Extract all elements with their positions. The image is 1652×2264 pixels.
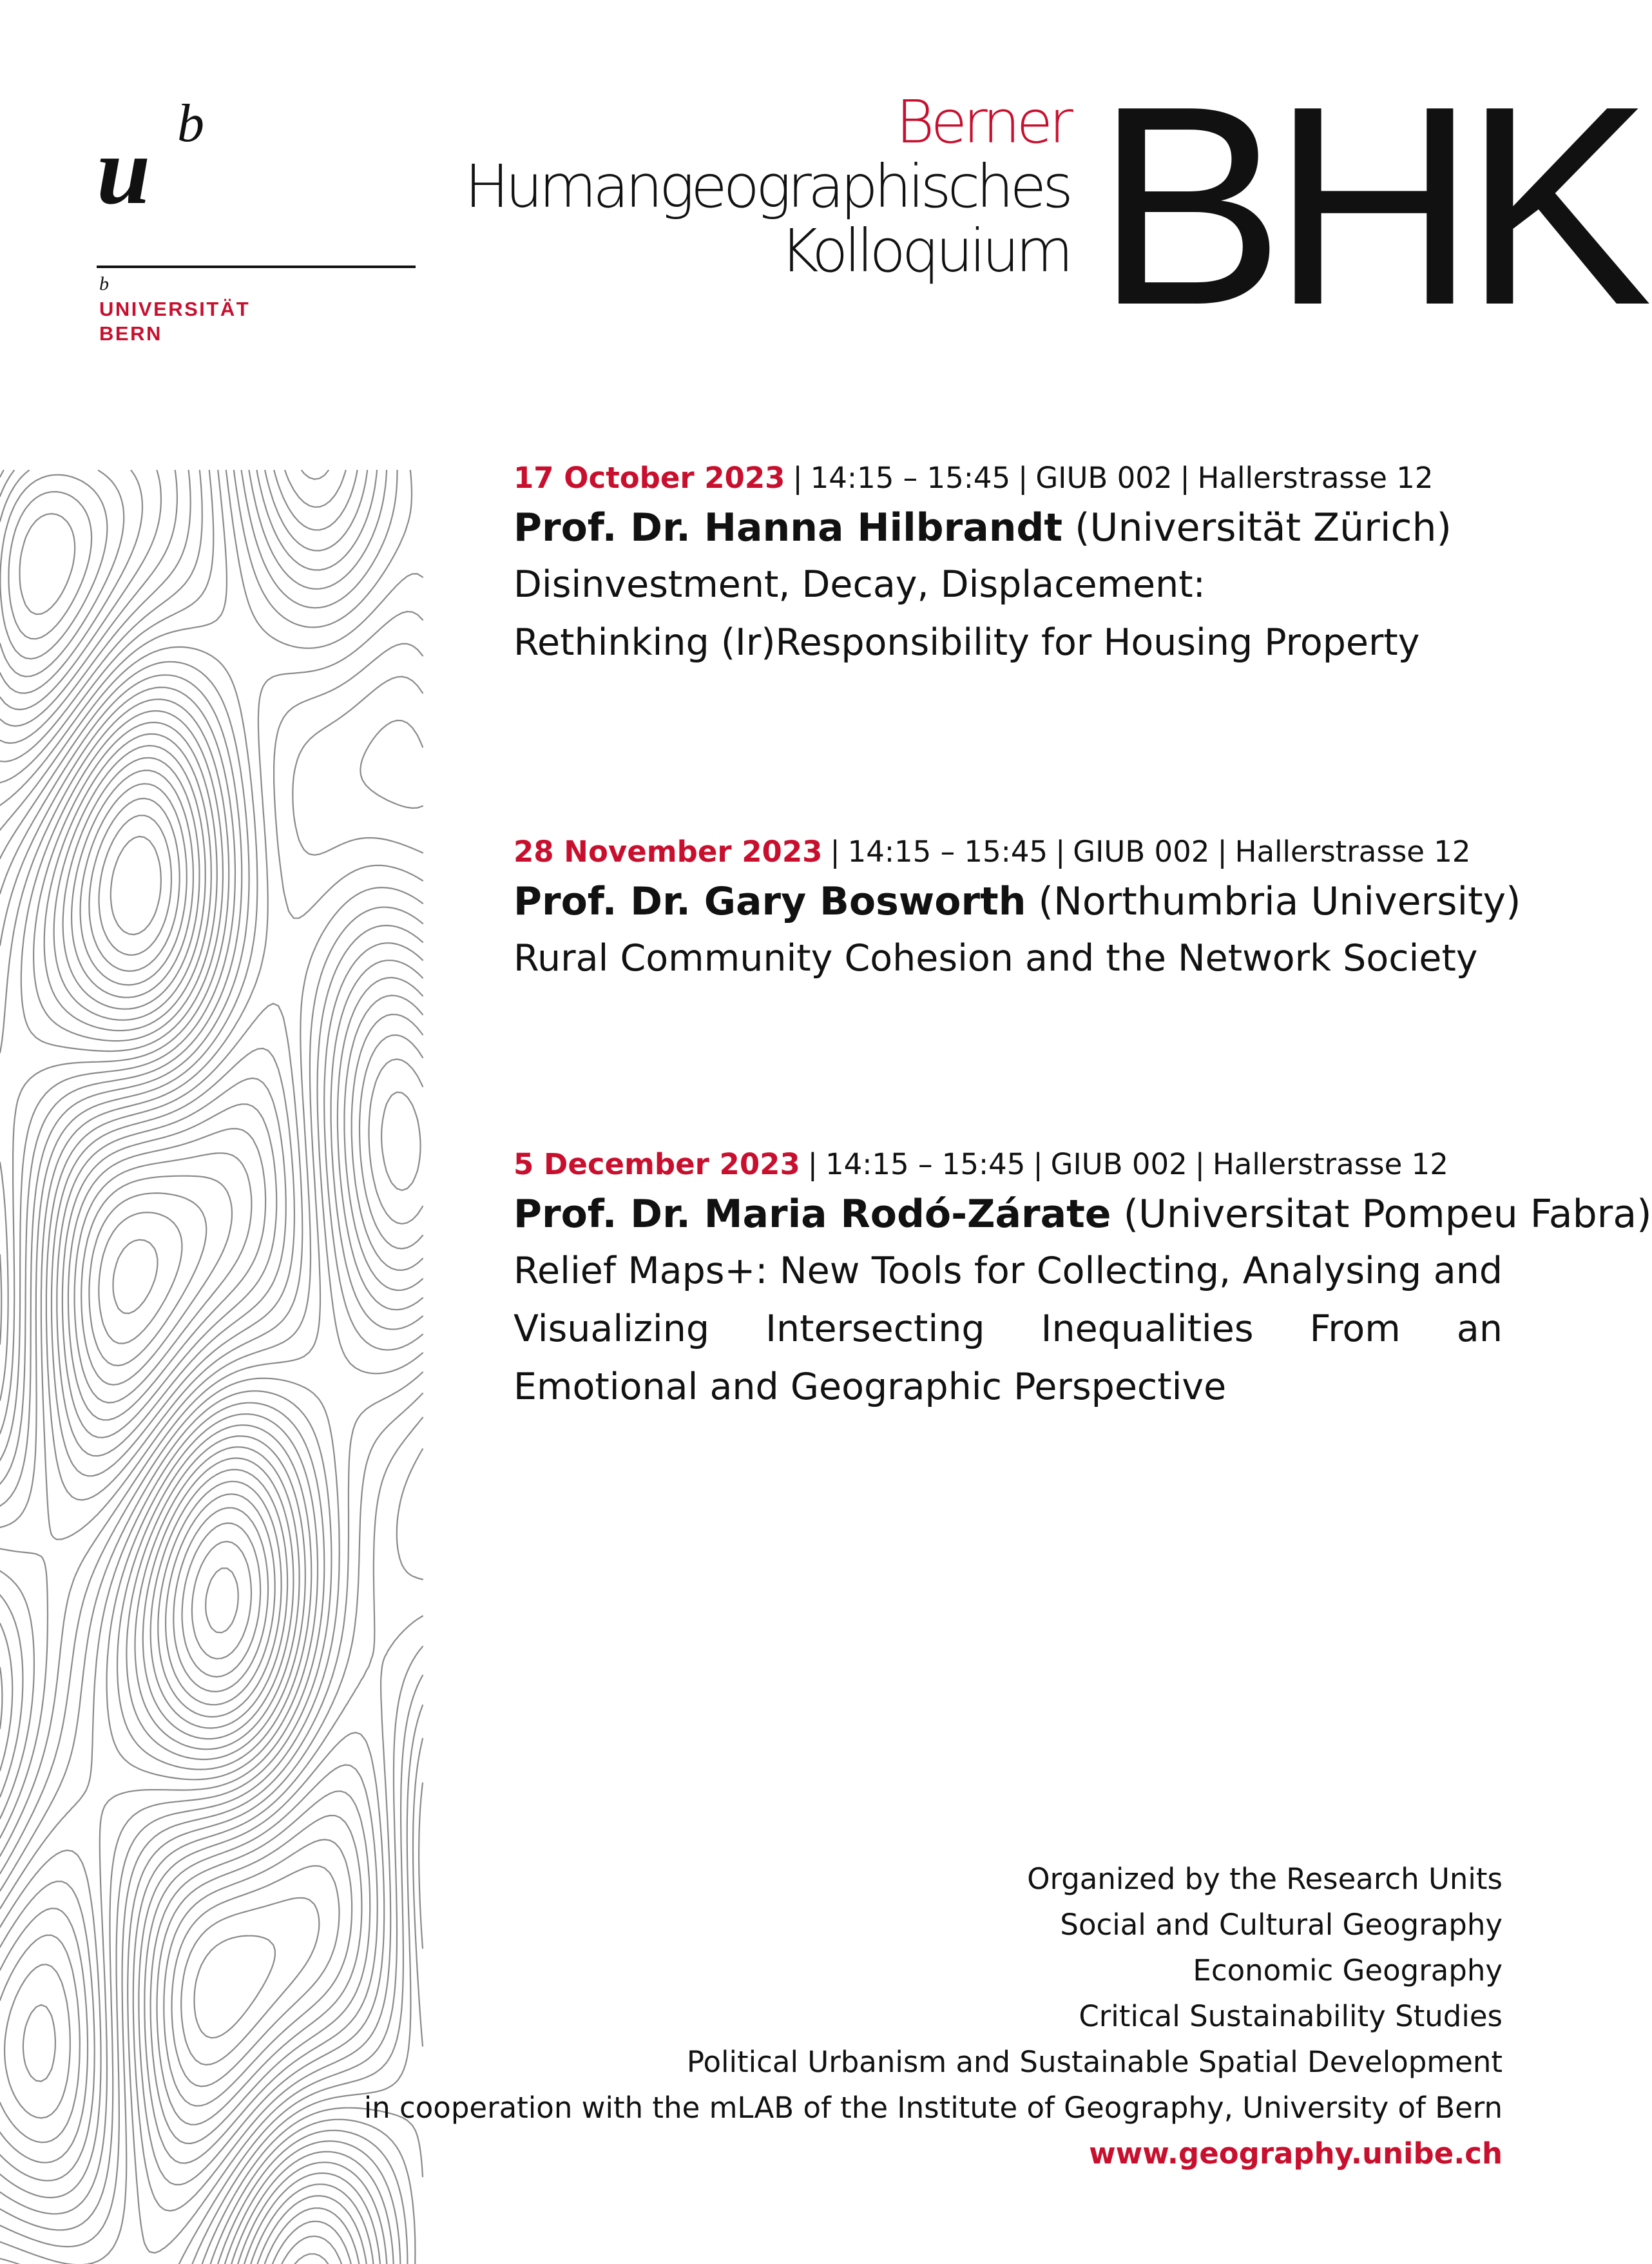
speaker-affiliation: (Universität Zürich) [1075, 505, 1452, 550]
logo-university-text: UNIVERSITÄT [99, 298, 251, 320]
separator: | [830, 835, 840, 869]
event-address: Hallerstrasse 12 [1197, 461, 1434, 495]
event-speaker [514, 1186, 1652, 1242]
organizers-footer [364, 1856, 1503, 2176]
speaker-affiliation: (Northumbria University) [1038, 879, 1521, 924]
research-unit: Economic Geography [1193, 1953, 1503, 1988]
speaker-affiliation: (Universitat Pompeu Fabra) [1123, 1192, 1652, 1237]
event-meta [514, 833, 1503, 871]
event-time: 14:15 – 15:45 [810, 461, 1011, 495]
event-2 [514, 833, 1521, 987]
event-speaker [514, 874, 1521, 929]
logo-city-text: BERN [99, 322, 162, 345]
logo-letter-b: b [177, 93, 204, 153]
event-room: GIUB 002 [1035, 461, 1173, 495]
event-date: 28 November 2023 [514, 835, 823, 869]
logo-letter-u: u [97, 117, 151, 224]
website-link[interactable]: www.geography.unibe.ch [1089, 2136, 1503, 2171]
event-room: GIUB 002 [1050, 1147, 1187, 1181]
talk-title-line: Rural Community Cohesion and the Network Society [514, 937, 1478, 980]
title-berner: Berner [896, 88, 1070, 157]
event-address: Hallerstrasse 12 [1234, 835, 1471, 869]
event-room: GIUB 002 [1073, 835, 1210, 869]
contour-lines-graphic [0, 470, 422, 2261]
logo-divider [97, 266, 416, 268]
organizers-intro: Organized by the Research Units [1027, 1862, 1503, 1896]
research-unit: Critical Sustainability Studies [1079, 1999, 1503, 2033]
separator: | [1018, 461, 1028, 495]
separator: | [1180, 461, 1190, 495]
title-kolloquium: Kolloquium [780, 217, 1070, 285]
speaker-name: Prof. Dr. Gary Bosworth [514, 879, 1026, 924]
talk-title: Relief Maps+: New Tools for Collecting, Analysing and Visualizing Intersecting Inequalities From an Emotional and Geographic Perspective [514, 1250, 1503, 1408]
event-3 [514, 1145, 1652, 1416]
title-humangeographisches: Humangeographisches [465, 152, 1070, 221]
separator: | [1217, 835, 1227, 869]
separator: | [807, 1147, 818, 1181]
event-meta [514, 459, 1503, 498]
separator: | [1055, 835, 1066, 869]
research-unit: Political Urbanism and Sustainable Spatial Development [686, 2045, 1503, 2079]
talk-title-line: Disinvestment, Decay, Displacement: [514, 563, 1205, 606]
research-unit: Social and Cultural Geography [1060, 1908, 1503, 1942]
event-speaker [514, 500, 1503, 556]
separator: | [792, 461, 803, 495]
event-meta [514, 1145, 1503, 1184]
university-logo [97, 93, 419, 354]
event-address: Hallerstrasse 12 [1212, 1147, 1448, 1181]
contour-path [0, 470, 423, 2264]
unibe-logo-mark [97, 93, 226, 224]
cooperation-note: in cooperation with the mLAB of the Institute of Geography, University of Bern [363, 2091, 1503, 2125]
talk-title-line: Rethinking (Ir)Responsibility for Housing Property [514, 621, 1420, 664]
speaker-name: Prof. Dr. Maria Rodó-Zárate [514, 1192, 1111, 1237]
event-time: 14:15 – 15:45 [825, 1147, 1026, 1181]
event-time: 14:15 – 15:45 [847, 835, 1048, 869]
event-1 [514, 459, 1503, 672]
event-date: 5 December 2023 [514, 1147, 800, 1181]
separator: | [1033, 1147, 1043, 1181]
logo-small-b: b [99, 273, 109, 295]
bhk-acronym: BHK [1095, 48, 1640, 364]
speaker-name: Prof. Dr. Hanna Hilbrandt [514, 505, 1063, 550]
topographic-contour-pattern [0, 470, 422, 2261]
colloquium-title [465, 90, 1070, 284]
separator: | [1195, 1147, 1205, 1181]
event-date: 17 October 2023 [514, 461, 785, 495]
